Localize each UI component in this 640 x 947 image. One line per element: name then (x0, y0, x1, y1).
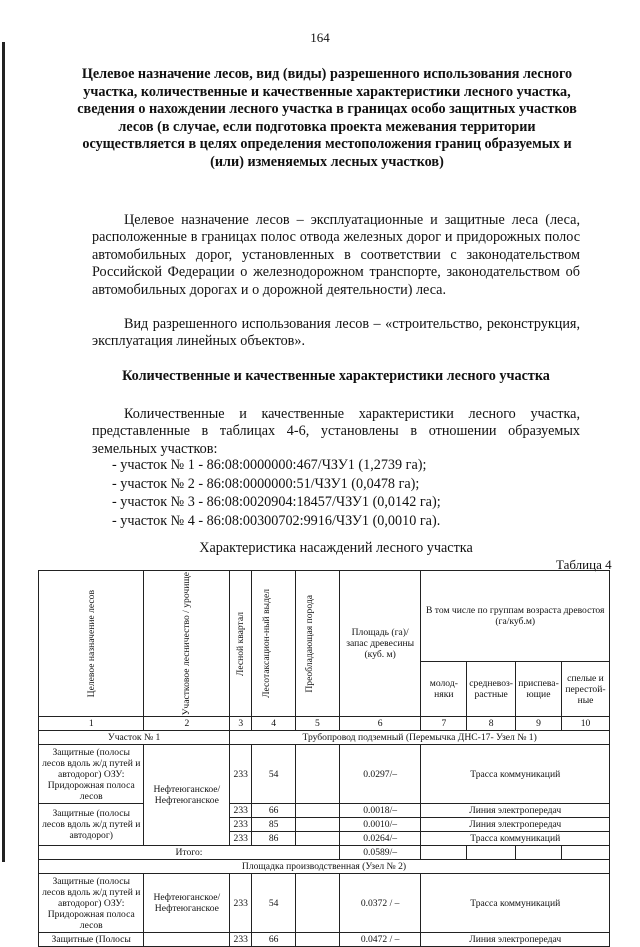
cell-allotment: 54 (252, 874, 296, 933)
header-quarter: Лесной квартал (235, 611, 247, 676)
total-label: Итого: (39, 846, 340, 860)
col-number: 4 (252, 717, 296, 731)
col-number: 9 (515, 717, 561, 731)
cell-purpose: Защитные (полосы лесов вдоль ж/д путей и автодорог) ОЗУ: Придорожная полоса лесов (39, 745, 144, 804)
cell-forestry (144, 933, 230, 947)
section-row (39, 731, 610, 745)
header-purpose: Целевое назначение лесов (85, 590, 97, 698)
header-forestry: Участковое лесничество / урочище (181, 572, 193, 716)
cell-quarter: 233 (230, 804, 252, 818)
header-area: Площадь (га)/ запас древесины (куб. м) (339, 571, 421, 717)
cell-area: 0.0018/– (339, 804, 421, 818)
table-row (39, 933, 610, 947)
total-row (39, 846, 610, 860)
cell-note: Линия электропередач (421, 933, 610, 947)
col-number: 2 (144, 717, 230, 731)
col-number: 1 (39, 717, 144, 731)
subsection-title: Количественные и качественные характеристики лесного участка (122, 368, 550, 384)
cell-species (296, 804, 340, 818)
header-young: молод-няки (421, 662, 467, 717)
header-maturing: приспева-ющие (515, 662, 561, 717)
header-mature: спелые и перестой-ные (561, 662, 609, 717)
header-species: Преобладающая порода (304, 594, 316, 693)
cell-quarter: 233 (230, 832, 252, 846)
cell-purpose: Защитные (полосы лесов вдоль ж/д путей и автодорог) (39, 804, 144, 846)
table-title: Характеристика насаждений лесного участка (199, 540, 473, 556)
list-item: - участок № 1 - 86:08:0000000:467/ЧЗУ1 (1,2739 га); (112, 457, 427, 473)
col-number: 6 (339, 717, 421, 731)
cell-allotment: 86 (252, 832, 296, 846)
cell-area: 0.0472 / – (339, 933, 421, 947)
stands-table (38, 570, 610, 947)
cell-quarter: 233 (230, 745, 252, 804)
header-allotment: Лесотаксацион-ный выдел (260, 589, 272, 699)
cell-allotment: 85 (252, 818, 296, 832)
cell-quarter: 233 (230, 933, 252, 947)
cell-note: Линия электропередач (421, 818, 610, 832)
column-numbers-row (39, 717, 610, 731)
object-label: Трубопровод подземный (Перемычка ДНС-17- Узел № 1) (230, 731, 610, 745)
list-item: - участок № 4 - 86:08:00300702:9916/ЧЗУ1 (0,0010 га). (112, 512, 441, 529)
cell-species (296, 832, 340, 846)
cell-species (296, 818, 340, 832)
list-item: - участок № 2 - 86:08:0000000:51/ЧЗУ1 (0,0478 га); (112, 475, 420, 492)
cell-species (296, 874, 340, 933)
paragraph-use-type: Вид разрешенного использования лесов – «строительство, реконструкция, эксплуатация линейных объектов». (92, 316, 580, 350)
object-label: Площадка производственная (Узел № 2) (39, 860, 610, 874)
table-row (39, 804, 610, 818)
cell-purpose: Защитные (Полосы (39, 933, 144, 947)
cell-allotment: 54 (252, 745, 296, 804)
table-row (39, 745, 610, 804)
left-margin-line (2, 42, 5, 862)
cell-note: Линия электропередач (421, 804, 610, 818)
section-row (39, 860, 610, 874)
page-number: 164 (310, 30, 330, 45)
cell-area: 0.0372 / – (339, 874, 421, 933)
col-number: 3 (230, 717, 252, 731)
table-row (39, 874, 610, 933)
cell-note: Трасса коммуникаций (421, 832, 610, 846)
table-label: Таблица 4 (556, 557, 612, 572)
plot-label: Участок № 1 (39, 731, 230, 745)
col-number: 10 (561, 717, 609, 731)
table-header-row (39, 571, 610, 662)
col-number: 8 (467, 717, 516, 731)
cell-area: 0.0264/– (339, 832, 421, 846)
col-number: 5 (296, 717, 340, 731)
cell-quarter: 233 (230, 818, 252, 832)
cell-allotment: 66 (252, 933, 296, 947)
cell-note: Трасса коммуникаций (421, 874, 610, 933)
paragraph-characteristics: Количественные и качественные характеристики лесного участка, представленные в таблицах 4-6, установлены в отношении образуемых земельных участков: (92, 406, 580, 457)
header-age-groups: В том числе по группам возраста древостоя (га/куб.м) (421, 571, 610, 662)
section-title: Целевое назначение лесов, вид (виды) разрешенного использования лесного участка, количественные и качественные характеристики лесного участка, сведения о нахождении лесного участка в границах особо защитных участков лесов (в случае, если подготовка проекта межевания территории осуществляется в целях определения местоположения границ образуемых и (или) изменяемых лесных участков) (77, 66, 577, 170)
header-middle-aged: средневоз-растные (467, 662, 516, 717)
cell-area: 0.0297/– (339, 745, 421, 804)
cell-forestry: Нефтеюганское/ Нефтеюганское (144, 745, 230, 846)
paragraph-purpose: Целевое назначение лесов – эксплуатационные и защитные леса (леса, расположенные в границах полос отвода железных дорог и придорожных полос автомобильных дорог, установленных в соответствии с законодательством Российской Федерации о железнодорожном транспорте, законодательством об автомобильных дорогах и о дорожной деятельности) леса. (92, 212, 580, 298)
total-area: 0.0589/– (339, 846, 421, 860)
cell-note: Трасса коммуникаций (421, 745, 610, 804)
cell-purpose: Защитные (полосы лесов вдоль ж/д путей и автодорог) ОЗУ: Придорожная полоса лесов (39, 874, 144, 933)
cell-forestry: Нефтеюганское/ Нефтеюганское (144, 874, 230, 933)
cell-species (296, 745, 340, 804)
cell-species (296, 933, 340, 947)
list-item: - участок № 3 - 86:08:0020904:18457/ЧЗУ1 (0,0142 га); (112, 494, 441, 510)
plot-list (112, 456, 441, 530)
cell-area: 0.0010/– (339, 818, 421, 832)
col-number: 7 (421, 717, 467, 731)
cell-allotment: 66 (252, 804, 296, 818)
cell-quarter: 233 (230, 874, 252, 933)
